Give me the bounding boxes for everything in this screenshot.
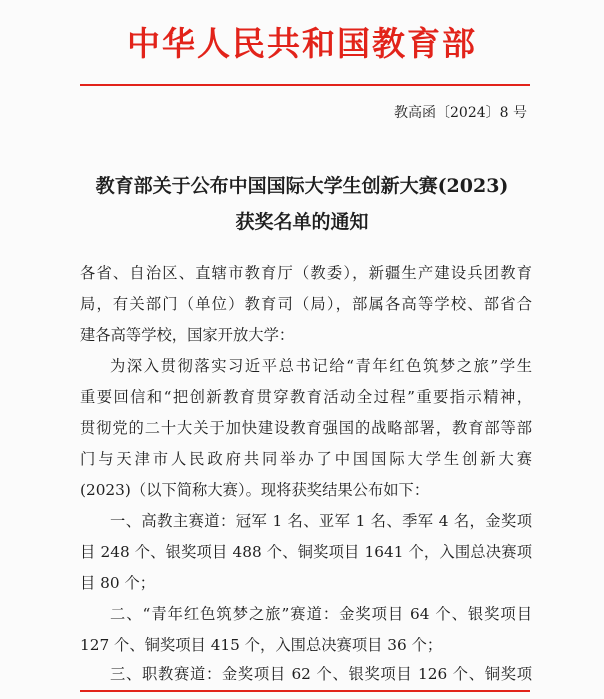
body-line: 目 80 个； bbox=[80, 574, 156, 592]
body-line: 门与天津市人民政府共同举办了中国国际大学生创新大赛 bbox=[80, 450, 532, 468]
header-red-rule bbox=[80, 84, 530, 86]
body-line: 二、“青年红色筑梦之旅”赛道：金奖项目 64 个、银奖项目 bbox=[110, 605, 532, 623]
body-line: (2023)（以下简称大赛）。现将获奖结果公布如下： bbox=[80, 481, 430, 499]
ministry-header: 中华人民共和国教育部 bbox=[127, 24, 477, 63]
notice-title-line-1: 教育部关于公布中国国际大学生创新大赛(2023) bbox=[95, 175, 509, 197]
body-line: 建各高等学校，国家开放大学： bbox=[80, 326, 295, 344]
body-line: 一、高教主赛道：冠军 1 名、亚军 1 名、季军 4 名，金奖项 bbox=[110, 512, 532, 530]
body-line: 为深入贯彻落实习近平总书记给“青年红色筑梦之旅”学生 bbox=[110, 357, 532, 375]
footer-red-rule bbox=[80, 690, 530, 692]
body-line: 贯彻党的二十大关于加快建设教育强国的战略部署，教育部等部 bbox=[80, 419, 532, 437]
body-line: 三、职教赛道：金奖项目 62 个、银奖项目 126 个、铜奖项 bbox=[110, 665, 532, 683]
document-number: 教高函〔2024〕8 号 bbox=[394, 105, 527, 121]
notice-title-line-2: 获奖名单的通知 bbox=[235, 211, 369, 233]
body-line: 目 248 个、银奖项目 488 个、铜奖项目 1641 个，入围总决赛项 bbox=[80, 543, 532, 561]
body-line: 重要回信和“把创新教育贯穿教育活动全过程”重要指示精神， bbox=[80, 388, 532, 406]
body-line: 127 个、铜奖项目 415 个，入围总决赛项目 36 个； bbox=[80, 636, 443, 654]
body-line: 各省、自治区、直辖市教育厅（教委），新疆生产建设兵团教育 bbox=[80, 264, 532, 282]
body-line: 局，有关部门（单位）教育司（局），部属各高等学校、部省合 bbox=[80, 295, 532, 313]
